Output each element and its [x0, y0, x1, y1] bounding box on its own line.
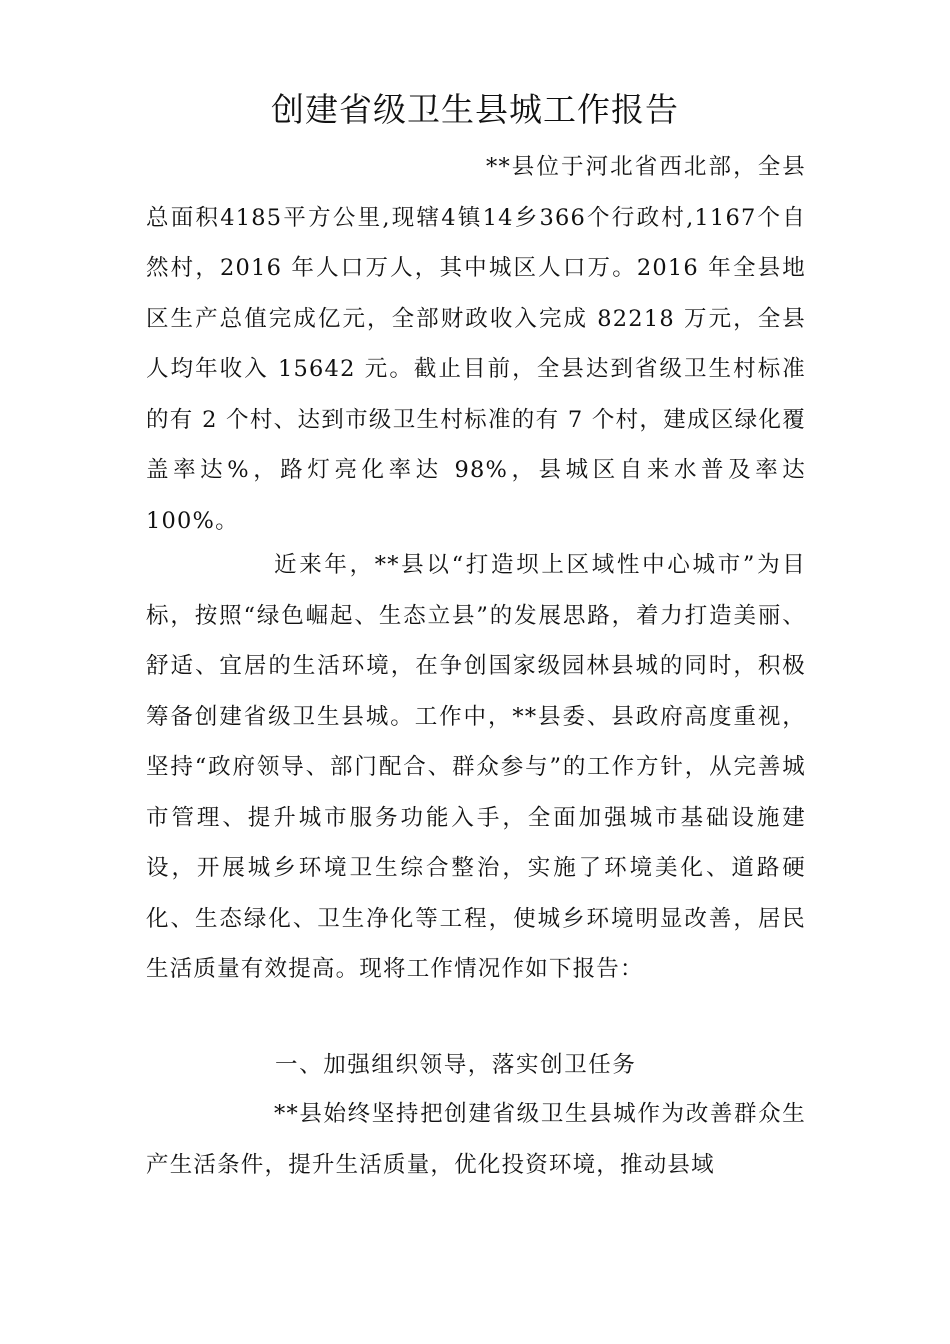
paragraph-county-overview-text: **县位于河北省西北部，全县总面积4185平方公里,现辖4镇14乡366个行政村,1167个自然村，2016 年人口万人，其中城区人口万。2016 年全县地区生产总值完成亿元，全部财政收入完成 82218 万元，全县人均年收入 15642 元。截止目前，全县达到省级卫生村标准的有 2 个村、达到市级卫生村标准的有 7 个村，建成区绿化覆盖率达%，路灯亮化率达 98%，县城区自来水普及率达100%。 [146, 154, 806, 534]
paragraph-section-1: **县始终坚持把创建省级卫生县城作为改善群众生产生活条件，提升生活质量，优化投资环境，推动县域 [146, 1101, 806, 1178]
document-title: 创建省级卫生县城工作报告 [271, 90, 679, 129]
paragraph-work-overview: 近来年，**县以“打造坝上区域性中心城市”为目标，按照“绿色崛起、生态立县”的发展思路，着力打造美丽、舒适、宜居的生活环境，在争创国家级园林县城的同时，积极筹备创建省级卫生县城。工作中，**县委、县政府高度重视，坚持“政府领导、部门配合、群众参与”的工作方针，从完善城市管理、提升城市服务功能入手，全面加强城市基础设施建设，开展城乡环境卫生综合整治，实施了环境美化、道路硬化、生态绿化、卫生净化等工程，使城乡环境明显改善，居民生活质量有效提高。现将工作情况作如下报告： [146, 552, 806, 982]
section-heading-1: 一、加强组织领导，落实创卫任务 [275, 1052, 637, 1078]
paragraph-county-overview [146, 142, 806, 546]
